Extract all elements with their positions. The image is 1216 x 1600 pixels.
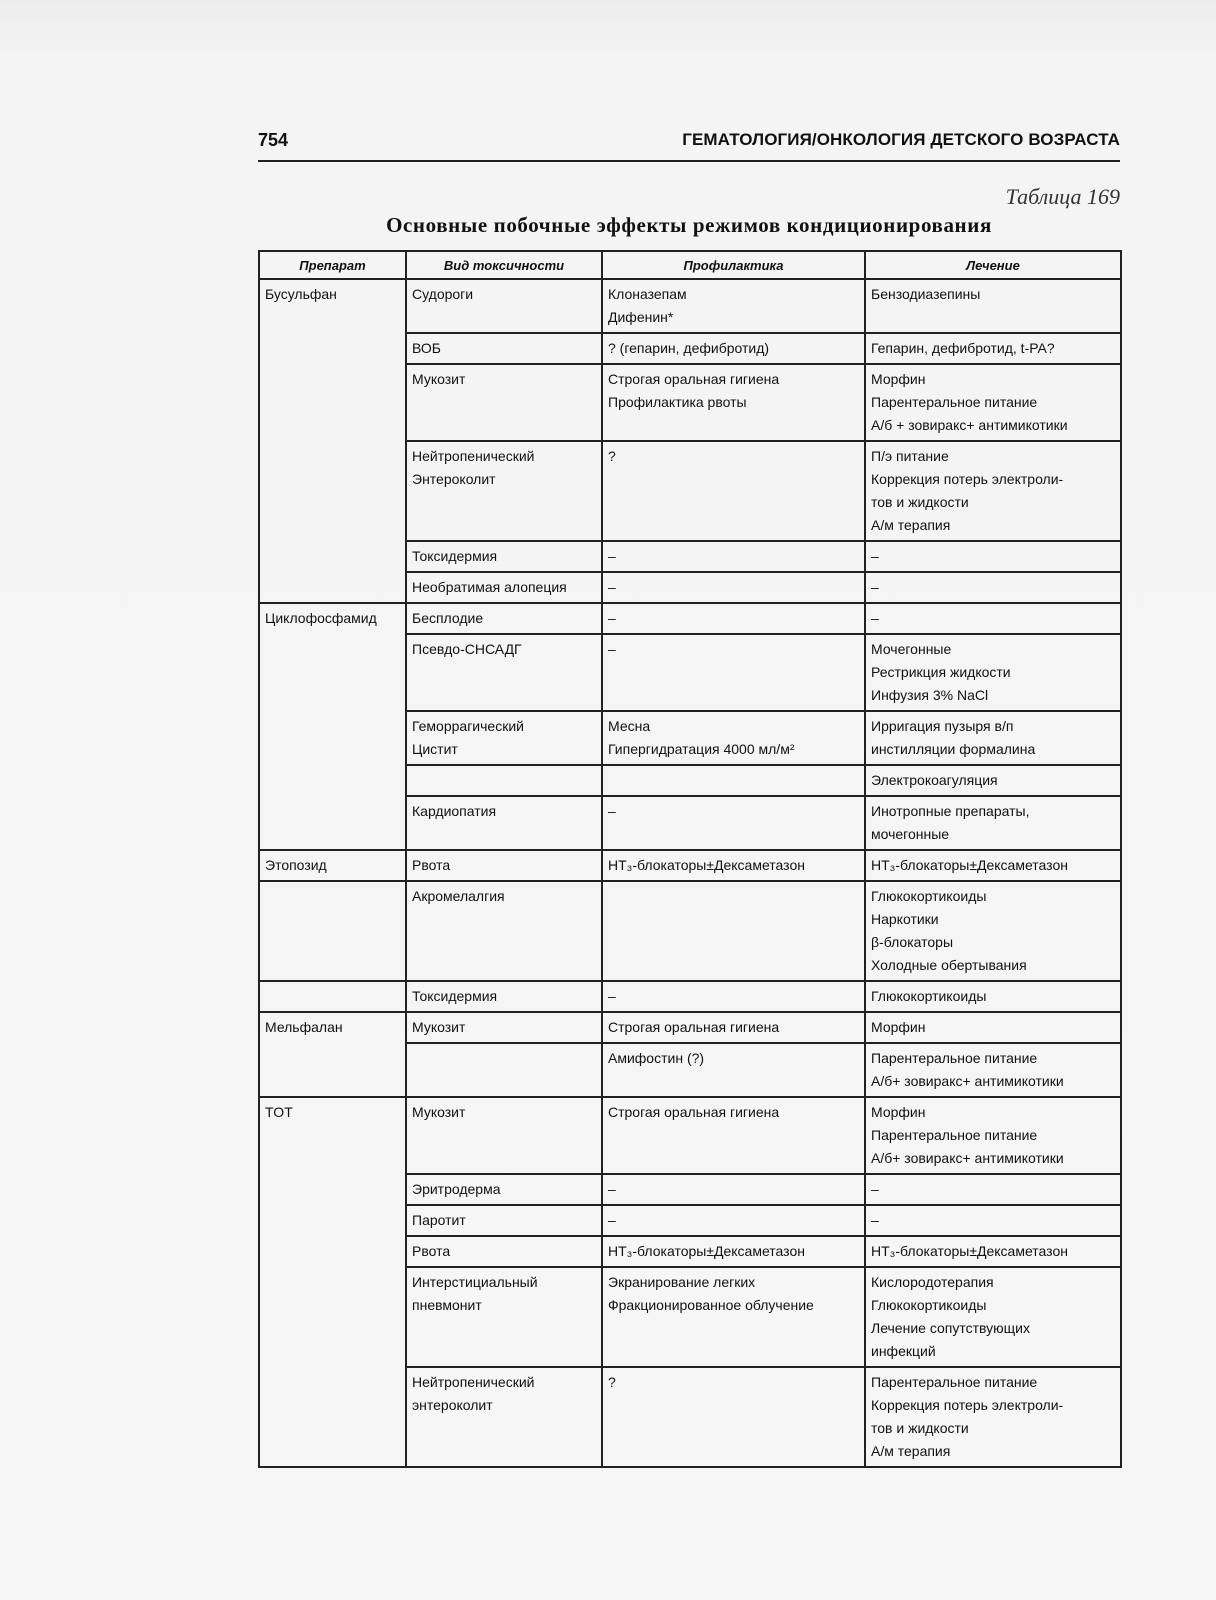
cell-text-line: Морфин: [871, 1104, 926, 1120]
toxicity-cell: [406, 1236, 602, 1267]
cell-text-line: Гепарин, дефибротид, t-PA?: [871, 340, 1055, 356]
drug-cell: [259, 1236, 406, 1267]
prophylaxis-cell: [602, 850, 865, 881]
prophylaxis-cell: [602, 796, 865, 850]
prophylaxis-cell: [602, 1012, 865, 1043]
toxicity-cell: [406, 765, 602, 796]
column-header-toxicity: Вид токсичности: [406, 251, 602, 279]
prophylaxis-cell: [602, 765, 865, 796]
cell-text-line: Судороги: [412, 286, 474, 302]
cell-text-line: HT₃-блокаторы±Дексаметазон: [871, 857, 1068, 873]
drug-cell: [259, 541, 406, 572]
treatment-cell: [865, 279, 1121, 333]
cell-text-line: Необратимая алопеция: [412, 579, 567, 595]
cell-text-line: Строгая оральная гигиена: [608, 371, 780, 387]
cell-text-line: HT₃-блокаторы±Дексаметазон: [871, 1243, 1068, 1259]
column-header-drug: Препарат: [259, 251, 406, 279]
cell-text-line: Морфин: [871, 1019, 926, 1035]
cell-text-line: Рвота: [412, 1243, 451, 1259]
cell-text-line: инфекций: [871, 1343, 936, 1359]
drug-cell: [259, 981, 406, 1012]
cell-text-line: А/б + зовиракс+ антимикотики: [871, 417, 1068, 433]
cell-text-line: Коррекция потерь электроли-: [871, 1397, 1064, 1413]
prophylaxis-cell: [602, 1367, 865, 1467]
cell-text-line: Кислородотерапия: [871, 1274, 994, 1290]
treatment-cell: [865, 634, 1121, 711]
cell-text-line: –: [871, 1212, 879, 1228]
prophylaxis-cell: [602, 711, 865, 765]
table-row: [259, 1367, 1121, 1467]
treatment-cell: [865, 796, 1121, 850]
cell-text-line: Паротит: [412, 1212, 466, 1228]
cell-text-line: А/м терапия: [871, 517, 951, 533]
cell-text-line: –: [608, 988, 616, 1004]
treatment-cell: [865, 1267, 1121, 1367]
treatment-cell: [865, 333, 1121, 364]
cell-text-line: Парентеральное питание: [871, 1127, 1038, 1143]
cell-text-line: –: [608, 548, 616, 564]
cell-text-line: –: [871, 1181, 879, 1197]
cell-text-line: –: [608, 579, 616, 595]
cell-text-line: Клоназепам: [608, 286, 687, 302]
cell-text-line: Электрокоагуляция: [871, 772, 998, 788]
toxicity-cell: [406, 1174, 602, 1205]
toxicity-cell: [406, 1205, 602, 1236]
table-row: [259, 850, 1121, 881]
cell-text-line: Экранирование легких: [608, 1274, 756, 1290]
drug-cell: [259, 796, 406, 850]
prophylaxis-cell: [602, 1043, 865, 1097]
drug-cell: [259, 1174, 406, 1205]
table-row: [259, 1205, 1121, 1236]
treatment-cell: [865, 765, 1121, 796]
toxicity-cell: [406, 881, 602, 981]
toxicity-cell: [406, 1267, 602, 1367]
table-row: [259, 711, 1121, 765]
toxicity-cell: [406, 279, 602, 333]
cell-text-line: Бесплодие: [412, 610, 484, 626]
column-header-treatment: Лечение: [865, 251, 1121, 279]
cell-text-line: Мукозит: [412, 1019, 466, 1035]
drug-cell: [259, 765, 406, 796]
cell-text-line: HT₃-блокаторы±Дексаметазон: [608, 1243, 805, 1259]
cell-text-line: –: [608, 1212, 616, 1228]
table-body: [259, 279, 1121, 1467]
table-row: [259, 1012, 1121, 1043]
toxicity-cell: [406, 572, 602, 603]
prophylaxis-cell: [602, 1236, 865, 1267]
cell-text-line: А/б+ зовиракс+ антимикотики: [871, 1150, 1064, 1166]
treatment-cell: [865, 572, 1121, 603]
cell-text-line: Бусульфан: [265, 286, 337, 302]
cell-text-line: –: [608, 641, 616, 657]
prophylaxis-cell: [602, 881, 865, 981]
cell-text-line: Месна: [608, 718, 651, 734]
treatment-cell: [865, 441, 1121, 541]
prophylaxis-cell: [602, 603, 865, 634]
treatment-cell: [865, 711, 1121, 765]
cell-text-line: ВОБ: [412, 340, 441, 356]
toxicity-cell: [406, 796, 602, 850]
cell-text-line: Цистит: [412, 741, 458, 757]
drug-cell: [259, 603, 406, 634]
treatment-cell: [865, 981, 1121, 1012]
cell-text-line: Интерстициальный: [412, 1274, 538, 1290]
table-row: [259, 981, 1121, 1012]
cell-text-line: Профилактика рвоты: [608, 394, 747, 410]
treatment-cell: [865, 1097, 1121, 1174]
cell-text-line: Дифенин*: [608, 309, 674, 325]
cell-text-line: Бензодиазепины: [871, 286, 981, 302]
cell-text-line: энтероколит: [412, 1397, 493, 1413]
cell-text-line: Мочегонные: [871, 641, 952, 657]
cell-text-line: Энтероколит: [412, 471, 496, 487]
cell-text-line: тов и жидкости: [871, 494, 969, 510]
table-row: [259, 572, 1121, 603]
cell-text-line: Строгая оральная гигиена: [608, 1019, 780, 1035]
prophylaxis-cell: [602, 279, 865, 333]
prophylaxis-cell: [602, 634, 865, 711]
table-row: [259, 1097, 1121, 1174]
drug-cell: [259, 1267, 406, 1367]
toxicity-cell: [406, 333, 602, 364]
table-row: [259, 364, 1121, 441]
treatment-cell: [865, 1367, 1121, 1467]
table-row: [259, 603, 1121, 634]
prophylaxis-cell: [602, 572, 865, 603]
prophylaxis-cell: [602, 333, 865, 364]
table-row: [259, 634, 1121, 711]
cell-text-line: Ирригация пузыря в/п: [871, 718, 1014, 734]
drug-cell: [259, 364, 406, 441]
drug-cell: [259, 1012, 406, 1043]
cell-text-line: А/б+ зовиракс+ антимикотики: [871, 1073, 1064, 1089]
cell-text-line: Лечение сопутствующих: [871, 1320, 1030, 1336]
cell-text-line: тов и жидкости: [871, 1420, 969, 1436]
cell-text-line: пневмонит: [412, 1297, 482, 1313]
table-row: [259, 1236, 1121, 1267]
treatment-cell: [865, 1043, 1121, 1097]
toxicity-cell: [406, 711, 602, 765]
treatment-cell: [865, 1012, 1121, 1043]
table-row: [259, 1267, 1121, 1367]
toxicity-cell: [406, 981, 602, 1012]
table-row: [259, 1043, 1121, 1097]
column-header-prophylaxis: Профилактика: [602, 251, 865, 279]
treatment-cell: [865, 364, 1121, 441]
cell-text-line: П/э питание: [871, 448, 949, 464]
cell-text-line: Нейтропенический: [412, 448, 535, 464]
drug-cell: [259, 279, 406, 333]
cell-text-line: –: [608, 1181, 616, 1197]
cell-text-line: Циклофосфамид: [265, 610, 377, 626]
cell-text-line: Геморрагический: [412, 718, 524, 734]
cell-text-line: HT₃-блокаторы±Дексаметазон: [608, 857, 805, 873]
cell-text-line: Рвота: [412, 857, 451, 873]
toxicity-cell: [406, 1097, 602, 1174]
cell-text-line: Мельфалан: [265, 1019, 343, 1035]
prophylaxis-cell: [602, 1267, 865, 1367]
cell-text-line: ?: [608, 448, 616, 464]
cell-text-line: Мукозит: [412, 371, 466, 387]
prophylaxis-cell: [602, 981, 865, 1012]
drug-cell: [259, 1205, 406, 1236]
cell-text-line: Морфин: [871, 371, 926, 387]
treatment-cell: [865, 1174, 1121, 1205]
drug-cell: [259, 1043, 406, 1097]
treatment-cell: [865, 850, 1121, 881]
table-row: [259, 765, 1121, 796]
running-head: ГЕМАТОЛОГИЯ/ОНКОЛОГИЯ ДЕТСКОГО ВОЗРАСТА: [682, 130, 1120, 149]
cell-text-line: Токсидермия: [412, 988, 498, 1004]
table-row: [259, 541, 1121, 572]
cell-text-line: Инфузия 3% NaCl: [871, 687, 989, 703]
cell-text-line: Нейтропенический: [412, 1374, 535, 1390]
cell-text-line: А/м терапия: [871, 1443, 951, 1459]
table-row: [259, 279, 1121, 333]
drug-cell: [259, 634, 406, 711]
prophylaxis-cell: [602, 541, 865, 572]
page-number: 754: [258, 130, 289, 150]
treatment-cell: [865, 541, 1121, 572]
drug-cell: [259, 441, 406, 541]
prophylaxis-cell: [602, 364, 865, 441]
cell-text-line: мочегонные: [871, 826, 950, 842]
cell-text-line: Амифостин (?): [608, 1050, 705, 1066]
cell-text-line: Акромелалгия: [412, 888, 505, 904]
toxicity-cell: [406, 441, 602, 541]
table-title: Основные побочные эффекты режимов кондиционирования: [386, 213, 992, 237]
treatment-cell: [865, 1236, 1121, 1267]
cell-text-line: Парентеральное питание: [871, 1050, 1038, 1066]
cell-text-line: Парентеральное питание: [871, 1374, 1038, 1390]
toxicity-table: [258, 250, 1122, 1468]
table-header-row: [259, 251, 1121, 279]
cell-text-line: –: [871, 579, 879, 595]
table-row: [259, 881, 1121, 981]
toxicity-cell: [406, 850, 602, 881]
cell-text-line: Псевдо-СНСАДГ: [412, 641, 522, 657]
toxicity-cell: [406, 1043, 602, 1097]
cell-text-line: Токсидермия: [412, 548, 498, 564]
cell-text-line: Фракционированное облучение: [608, 1297, 814, 1313]
cell-text-line: –: [608, 803, 616, 819]
toxicity-cell: [406, 541, 602, 572]
table-row: [259, 796, 1121, 850]
prophylaxis-cell: [602, 1205, 865, 1236]
drug-cell: [259, 1367, 406, 1467]
drug-cell: [259, 333, 406, 364]
cell-text-line: Наркотики: [871, 911, 939, 927]
cell-text-line: Парентеральное питание: [871, 394, 1038, 410]
toxicity-cell: [406, 1012, 602, 1043]
toxicity-cell: [406, 1367, 602, 1467]
cell-text-line: Этопозид: [265, 857, 327, 873]
prophylaxis-cell: [602, 1097, 865, 1174]
cell-text-line: Инотропные препараты,: [871, 803, 1030, 819]
drug-cell: [259, 881, 406, 981]
prophylaxis-cell: [602, 1174, 865, 1205]
toxicity-cell: [406, 634, 602, 711]
table-row: [259, 333, 1121, 364]
cell-text-line: Глюкокортикоиды: [871, 1297, 987, 1313]
cell-text-line: Глюкокортикоиды: [871, 888, 987, 904]
table-row: [259, 441, 1121, 541]
cell-text-line: Кардиопатия: [412, 803, 497, 819]
cell-text-line: –: [608, 610, 616, 626]
table-label: Таблица 169: [1005, 184, 1120, 209]
cell-text-line: Мукозит: [412, 1104, 466, 1120]
treatment-cell: [865, 881, 1121, 981]
cell-text-line: ? (гепарин, дефибротид): [608, 340, 770, 356]
cell-text-line: β-блокаторы: [871, 934, 954, 950]
prophylaxis-cell: [602, 441, 865, 541]
toxicity-cell: [406, 603, 602, 634]
drug-cell: [259, 572, 406, 603]
treatment-cell: [865, 603, 1121, 634]
cell-text-line: ?: [608, 1374, 616, 1390]
cell-text-line: инстилляции формалина: [871, 741, 1036, 757]
toxicity-cell: [406, 364, 602, 441]
cell-text-line: –: [871, 548, 879, 564]
cell-text-line: Коррекция потерь электроли-: [871, 471, 1064, 487]
cell-text-line: Гипергидратация 4000 мл/м²: [608, 741, 795, 757]
cell-text-line: Строгая оральная гигиена: [608, 1104, 780, 1120]
drug-cell: [259, 711, 406, 765]
treatment-cell: [865, 1205, 1121, 1236]
drug-cell: [259, 1097, 406, 1174]
cell-text-line: –: [871, 610, 879, 626]
drug-cell: [259, 850, 406, 881]
table-row: [259, 1174, 1121, 1205]
cell-text-line: Глюкокортикоиды: [871, 988, 987, 1004]
page-header: [258, 128, 1120, 162]
cell-text-line: Холодные обертывания: [871, 957, 1027, 973]
cell-text-line: Рестрикция жидкости: [871, 664, 1011, 680]
cell-text-line: Эритродерма: [412, 1181, 501, 1197]
cell-text-line: TOT: [265, 1104, 293, 1120]
